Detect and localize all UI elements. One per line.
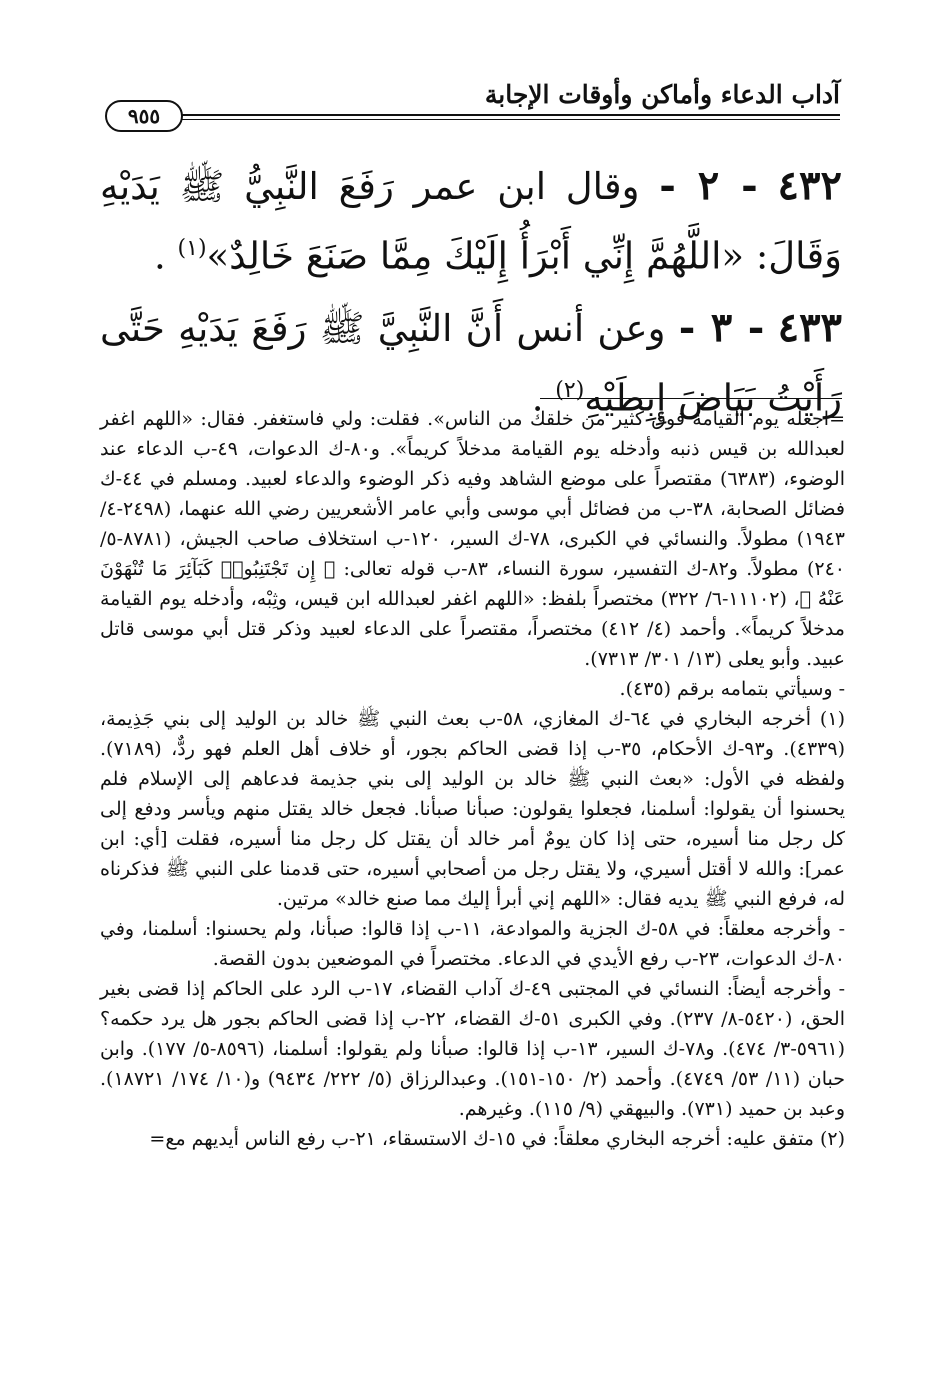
footnote-1-also: - وأخرجه أيضاً: النسائي في المجتبى ٤٩-ك آداب القضاء، ١٧-ب الرد على الحاكم إذا قضى بغير الحق، (٥٤٢٠-٨/ ٢٣٧). وفي الكبرى ٥١-ك القضاء، ٢٢-ب إذا قضى الحاكم بجور هل يرد حكمه؟ (٥٩٦١-٣/ ٤٧٤). و٧٨-ك السير، ١٣-ب إذا قالوا: صبأنا ولم يقولوا: أسلمنا، (٨٥٩٦-٥/ ١٧٧). وابن حبان (١١/ ٥٣/ ٤٧٤٩). وأحمد (٢/ ١٥٠-١٥١). وعبدالرزاق (٥/ ٢٢٢/ ٩٤٣٤) و(١٠/ ١٧٤/ ١٨٧٢١). وعبد بن حميد (٧٣١). والبيهقي (٩/ ١١٥). وغيرهم. bbox=[100, 978, 845, 1120]
header-rule bbox=[175, 114, 840, 120]
footnote-1: (١) أخرجه البخاري في ٦٤-ك المغازي، ٥٨-ب بعث النبي ﷺ خالد بن الوليد إلى بني جَذِيمة، (٤٣٣٩). و٩٣-ك الأحكام، ٣٥-ب إذا قضى الحاكم بجور، أو خلاف أهل العلم فهو ردٌّ، (٧١٨٩). ولفظه في الأول: «بعث النبي ﷺ خالد بن الوليد إلى بني جذيمة فدعاهم إلى الإسلام فلم يحسنوا أن يقولوا: أسلمنا، فجعلوا يقولون: صبأنا صبأنا. فجعل خالد يقتل منهم ويأسر ودفع إلى كل رجل منا أسيره، حتى إذا كان يومٌ أمر خالد أن يقتل كل رجل منا أسيره، فقلت [أي: ابن عمر]: والله لا أقتل أسيري، ولا يقتل رجل من أصحابي أسيره، حتى قدمنا على النبي ﷺ فذكرناه له، فرفع النبي ﷺ يديه فقال: «اللهم إني أبرأ إليك مما صنع خالد» مرتين. bbox=[100, 708, 845, 910]
footnote-ref: (٢) bbox=[555, 378, 585, 404]
hadith-text: وقال ابن عمر رَفَعَ النَّبِيُّ ﷺ يَدَيْهِ وَقَالَ: «اللَّهُمَّ إِنِّي أَبْرَأُ إِلَيْكَ مِمَّا صَنَعَ خَالِدٌ» bbox=[100, 165, 842, 278]
hadith-number: ٤٣٣ bbox=[777, 304, 843, 352]
hadith-sub-number: - ٢ - bbox=[659, 162, 758, 209]
footnotes bbox=[100, 404, 845, 1154]
hadith-end: . bbox=[154, 234, 166, 278]
running-title: آداب الدعاء وأماكن وأوقات الإجابة bbox=[484, 80, 840, 109]
footnote-2: (٢) متفق عليه: أخرجه البخاري معلقاً: في ١٥-ك الاستسقاء، ٢١-ب رفع الناس أيديهم مع= bbox=[149, 1128, 845, 1150]
main-text bbox=[100, 155, 842, 440]
footnote-note: - وسيأتي بتمامه برقم (٤٣٥). bbox=[619, 678, 845, 700]
footnote-continued: =اجعله يوم القيامة فوق كثير من خلقك من الناس». فقلت: ولي فاستغفر. فقال: «اللهم اغفر لعبدالله بن قيس ذنبه وأدخله يوم القيامة مدخلاً كريماً». و٨٠-ك الدعوات، ٤٩-ب الدعاء عند الوضوء، (٦٣٨٣) مقتصراً على موضع الشاهد وفيه ذكر الوضوء والدعاء لعبيد. ومسلم في ٤٤-ك فضائل الصحابة، ٣٨-ب من فضائل أبي موسى وأبي عامر الأشعريين رضي الله عنهما، (٢٤٩٨-٤/ ١٩٤٣) مطولاً. والنسائي في الكبرى، ٧٨-ك السير، ١٢٠-ب استخلاف صاحب الجيش، (٨٧٨١-٥/ ٢٤٠) مطولاً. و٨٢-ك التفسير، سورة النساء، ٨٣-ب قوله تعالى: ﴿ إِن تَجْتَنِبُوا۟ كَبَآئِرَ مَا تُنْهَوْنَ عَنْهُ ﴾، (١١١٠٢-٦/ ٣٢٢) مختصراً بلفظ: «اللهم اغفر لعبدالله ابن قيس، وثِبْه، وأدخله يوم القيامة مدخلاً كريماً». وأحمد (٤/ ٤١٢) مختصراً، مقتصراً على الدعاء لعبيد وذكر قتل أبي موسى قاتل عبيد. وأبو يعلى (١٣/ ٣٠١/ ٧٣١٣). bbox=[100, 408, 846, 670]
page-number: ٩٥٥ bbox=[105, 100, 183, 132]
hadith-end: . bbox=[531, 376, 544, 420]
hadith-sub-number: - ٣ - bbox=[678, 304, 765, 352]
hadith-432 bbox=[100, 155, 842, 287]
footnote-ref: (١) bbox=[177, 236, 207, 261]
footnote-1-suspended: - وأخرجه معلقاً: في ٥٨-ك الجزية والموادعة، ١١-ب إذا قالوا: صبأنا، ولم يحسنوا: أسلمنا، وفي ٨٠-ك الدعوات، ٢٣-ب رفع الأيدي في الدعاء. مختصراً في الموضعين بدون القصة. bbox=[100, 918, 845, 970]
footnote-separator bbox=[540, 398, 842, 399]
hadith-text: وعن أنس أَنَّ النَّبِيَّ ﷺ رَفَعَ يَدَيْهِ حَتَّى رَأَيْتُ بَيَاضَ إِبِطَيْهِ bbox=[100, 307, 842, 420]
hadith-number: ٤٣٢ bbox=[777, 162, 842, 209]
page-header bbox=[105, 80, 840, 136]
